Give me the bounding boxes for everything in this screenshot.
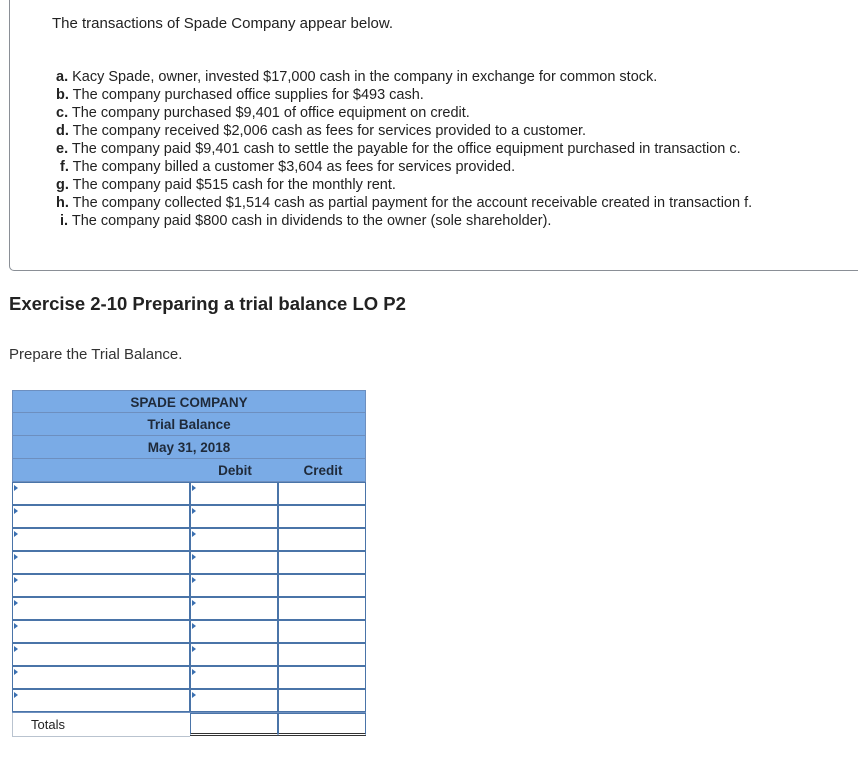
transaction-item-f: f. The company billed a customer $3,604 as fees for services provided. xyxy=(60,159,516,175)
total-credit-cell xyxy=(278,713,366,736)
dropdown-marker-icon xyxy=(192,531,196,537)
credit-amount-cell xyxy=(278,574,366,597)
account-name-cell xyxy=(12,689,190,712)
transaction-item-g: g. The company paid $515 cash for the monthly rent. xyxy=(56,177,396,193)
account-name-input[interactable] xyxy=(13,529,189,550)
dropdown-marker-icon xyxy=(14,531,18,537)
total-debit-cell xyxy=(190,713,278,736)
total-debit-input[interactable] xyxy=(191,714,277,733)
debit-amount-input[interactable] xyxy=(191,690,277,711)
debit-amount-cell xyxy=(190,643,278,666)
statement-name-header: Trial Balance xyxy=(12,413,366,436)
trial-balance-table xyxy=(12,390,366,737)
dropdown-marker-icon xyxy=(14,554,18,560)
debit-amount-input[interactable] xyxy=(191,644,277,665)
dropdown-marker-icon xyxy=(14,623,18,629)
account-name-cell xyxy=(12,597,190,620)
dropdown-marker-icon xyxy=(14,646,18,652)
trial-balance-row xyxy=(12,597,366,620)
dropdown-marker-icon xyxy=(192,692,196,698)
account-name-cell xyxy=(12,505,190,528)
trial-balance-row xyxy=(12,643,366,666)
dropdown-marker-icon xyxy=(14,669,18,675)
credit-amount-cell xyxy=(278,643,366,666)
dropdown-marker-icon xyxy=(14,508,18,514)
transaction-item-e: e. The company paid $9,401 cash to settle the payable for the office equipment purchased in transaction c. xyxy=(56,141,741,157)
dropdown-marker-icon xyxy=(192,485,196,491)
credit-amount-input[interactable] xyxy=(279,598,365,619)
trial-balance-row xyxy=(12,574,366,597)
dropdown-marker-icon xyxy=(14,485,18,491)
transaction-item-i: i. The company paid $800 cash in dividends to the owner (sole shareholder). xyxy=(60,213,552,229)
trial-balance-row xyxy=(12,551,366,574)
debit-amount-input[interactable] xyxy=(191,483,277,504)
account-name-cell xyxy=(12,528,190,551)
account-name-input[interactable] xyxy=(13,644,189,665)
credit-amount-cell xyxy=(278,551,366,574)
account-name-cell xyxy=(12,551,190,574)
credit-amount-input[interactable] xyxy=(279,483,365,504)
debit-amount-input[interactable] xyxy=(191,621,277,642)
account-name-cell xyxy=(12,666,190,689)
company-name-header: SPADE COMPANY xyxy=(12,390,366,413)
account-name-input[interactable] xyxy=(13,690,189,711)
debit-amount-cell xyxy=(190,666,278,689)
dropdown-marker-icon xyxy=(192,577,196,583)
account-name-input[interactable] xyxy=(13,621,189,642)
debit-amount-cell xyxy=(190,505,278,528)
credit-amount-input[interactable] xyxy=(279,667,365,688)
dropdown-marker-icon xyxy=(192,646,196,652)
credit-amount-cell xyxy=(278,505,366,528)
debit-amount-input[interactable] xyxy=(191,667,277,688)
transaction-item-c: c. The company purchased $9,401 of office equipment on credit. xyxy=(56,105,470,121)
trial-balance-row xyxy=(12,482,366,505)
dropdown-marker-icon xyxy=(192,623,196,629)
debit-amount-cell xyxy=(190,482,278,505)
account-name-input[interactable] xyxy=(13,552,189,573)
statement-date-header: May 31, 2018 xyxy=(12,436,366,459)
account-name-cell xyxy=(12,574,190,597)
totals-label: Totals xyxy=(12,713,190,737)
trial-balance-row xyxy=(12,620,366,643)
dropdown-marker-icon xyxy=(192,508,196,514)
dropdown-marker-icon xyxy=(192,600,196,606)
credit-amount-input[interactable] xyxy=(279,690,365,711)
trial-balance-rows xyxy=(12,482,366,712)
account-name-input[interactable] xyxy=(13,506,189,527)
totals-row xyxy=(12,712,366,737)
credit-amount-cell xyxy=(278,482,366,505)
credit-amount-input[interactable] xyxy=(279,506,365,527)
credit-column-header: Credit xyxy=(303,463,343,478)
credit-amount-input[interactable] xyxy=(279,552,365,573)
account-name-input[interactable] xyxy=(13,667,189,688)
debit-amount-input[interactable] xyxy=(191,575,277,596)
transaction-item-b: b. The company purchased office supplies for $493 cash. xyxy=(56,87,424,103)
dropdown-marker-icon xyxy=(14,577,18,583)
dropdown-marker-icon xyxy=(192,669,196,675)
dropdown-marker-icon xyxy=(14,692,18,698)
debit-amount-cell xyxy=(190,597,278,620)
credit-amount-input[interactable] xyxy=(279,644,365,665)
debit-amount-cell xyxy=(190,620,278,643)
dropdown-marker-icon xyxy=(192,554,196,560)
credit-amount-input[interactable] xyxy=(279,529,365,550)
account-name-input[interactable] xyxy=(13,575,189,596)
debit-amount-input[interactable] xyxy=(191,506,277,527)
account-name-input[interactable] xyxy=(13,598,189,619)
debit-amount-cell xyxy=(190,528,278,551)
account-name-input[interactable] xyxy=(13,483,189,504)
debit-amount-input[interactable] xyxy=(191,529,277,550)
debit-column-header: Debit xyxy=(218,463,252,478)
trial-balance-row xyxy=(12,505,366,528)
debit-amount-input[interactable] xyxy=(191,598,277,619)
credit-amount-cell xyxy=(278,620,366,643)
debit-amount-cell xyxy=(190,551,278,574)
account-name-cell xyxy=(12,643,190,666)
debit-amount-cell xyxy=(190,689,278,712)
credit-amount-cell xyxy=(278,597,366,620)
trial-balance-row xyxy=(12,666,366,689)
dropdown-marker-icon xyxy=(14,600,18,606)
account-name-cell xyxy=(12,482,190,505)
total-credit-input[interactable] xyxy=(279,714,365,733)
trial-balance-row xyxy=(12,528,366,551)
debit-amount-input[interactable] xyxy=(191,552,277,573)
credit-amount-input[interactable] xyxy=(279,621,365,642)
credit-amount-cell xyxy=(278,528,366,551)
instructions-text: Prepare the Trial Balance. xyxy=(9,346,183,363)
transaction-item-a: a. Kacy Spade, owner, invested $17,000 cash in the company in exchange for common stock. xyxy=(56,69,658,85)
credit-amount-input[interactable] xyxy=(279,575,365,596)
trial-balance-row xyxy=(12,689,366,712)
transaction-item-h: h. The company collected $1,514 cash as partial payment for the account receivable created in transaction f. xyxy=(56,195,753,211)
debit-amount-cell xyxy=(190,574,278,597)
column-header-row xyxy=(12,459,366,482)
account-name-cell xyxy=(12,620,190,643)
exercise-title: Exercise 2-10 Preparing a trial balance LO P2 xyxy=(9,293,406,314)
intro-text: The transactions of Spade Company appear below. xyxy=(52,15,394,32)
transaction-item-d: d. The company received $2,006 cash as fees for services provided to a customer. xyxy=(56,123,587,139)
credit-amount-cell xyxy=(278,689,366,712)
credit-amount-cell xyxy=(278,666,366,689)
